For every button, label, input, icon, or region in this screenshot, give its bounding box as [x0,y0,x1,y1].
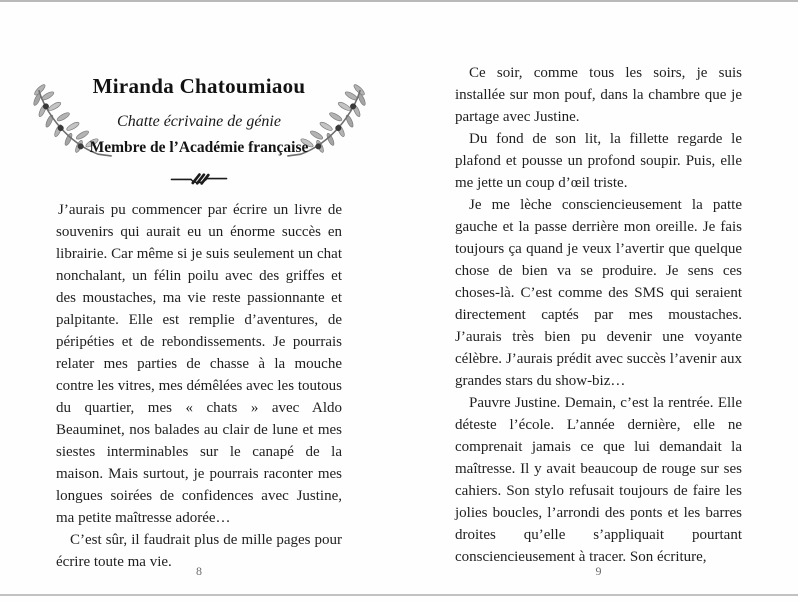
page-right [455,0,742,601]
paragraph: Du fond de son lit, la fillette regarde le plafond et pousse un profond soupir. Puis, elle me jette un coup d’œil triste. [455,131,742,191]
page-left [56,0,342,601]
author-membership: Membre de l’Académie française [89,139,309,156]
page-number-left: 8 [196,564,202,578]
paragraph: J’aurais pu commencer par écrire un livre de souvenirs qui aurait eu un énorme succès en librairie. Car même si je suis seulement un chat nonchalant, un félin poilu avec des griffes et des moustaches, ma vie reste passionnante et palpitante. Elle est remplie d’aventures, de péripéties et de rebondissements. Je pourrais relater mes parties de chasse à la mouche contre les vitres, mes démêlées avec les toutous du quartier, mes « chats » avec Aldo Beauminet, nos balades au clair de lune et mes siestes interminables sur le canapé de la maison. Mais surtout, je pourrais raconter mes longues soirées de confidences avec Justine, ma petite maîtresse adorée… [56,202,342,526]
paragraph: C’est sûr, il faudrait plus de mille pages pour écrire toute ma vie. [56,532,342,570]
paragraph: Je me lèche consciencieusement la patte gauche et la passe derrière mon oreille. Je fais toujours ça quand je veux l’avertir que quelque chose de bien va se produire. Je sens ces choses-là. C’est comme des SMS qui seraient directement captés par mes moustaches. J’aurais très bien pu devenir une voyante célèbre. J’aurais prédit avec succès l’avenir aux grandes stars du show-biz… [455,197,742,389]
bottom-edge-line [0,594,798,596]
left-page-text [56,199,342,573]
section-divider-icon [56,171,342,192]
author-name: Miranda Chatoumiaou [92,74,306,98]
right-page-text [455,62,742,568]
paragraph: Pauvre Justine. Demain, c’est la rentrée. Elle déteste l’école. L’année dernière, elle ne comprenait jamais ce que lui demandait la maîtresse. Il y avait beaucoup de rouge sur ses cahiers. Son stylo refusait toujours de faire les jolies boucles, l’arrondi des ponts et les barres droites qu’elle s’appliquait pourtant consciencieusement à tracer. Son écriture, [455,395,742,565]
author-role: Chatte écrivaine de génie [117,113,281,130]
page-number-right: 9 [595,564,602,578]
paragraph: Ce soir, comme tous les soirs, je suis installée sur mon pouf, dans la chambre que je partage avec Justine. [455,65,742,125]
